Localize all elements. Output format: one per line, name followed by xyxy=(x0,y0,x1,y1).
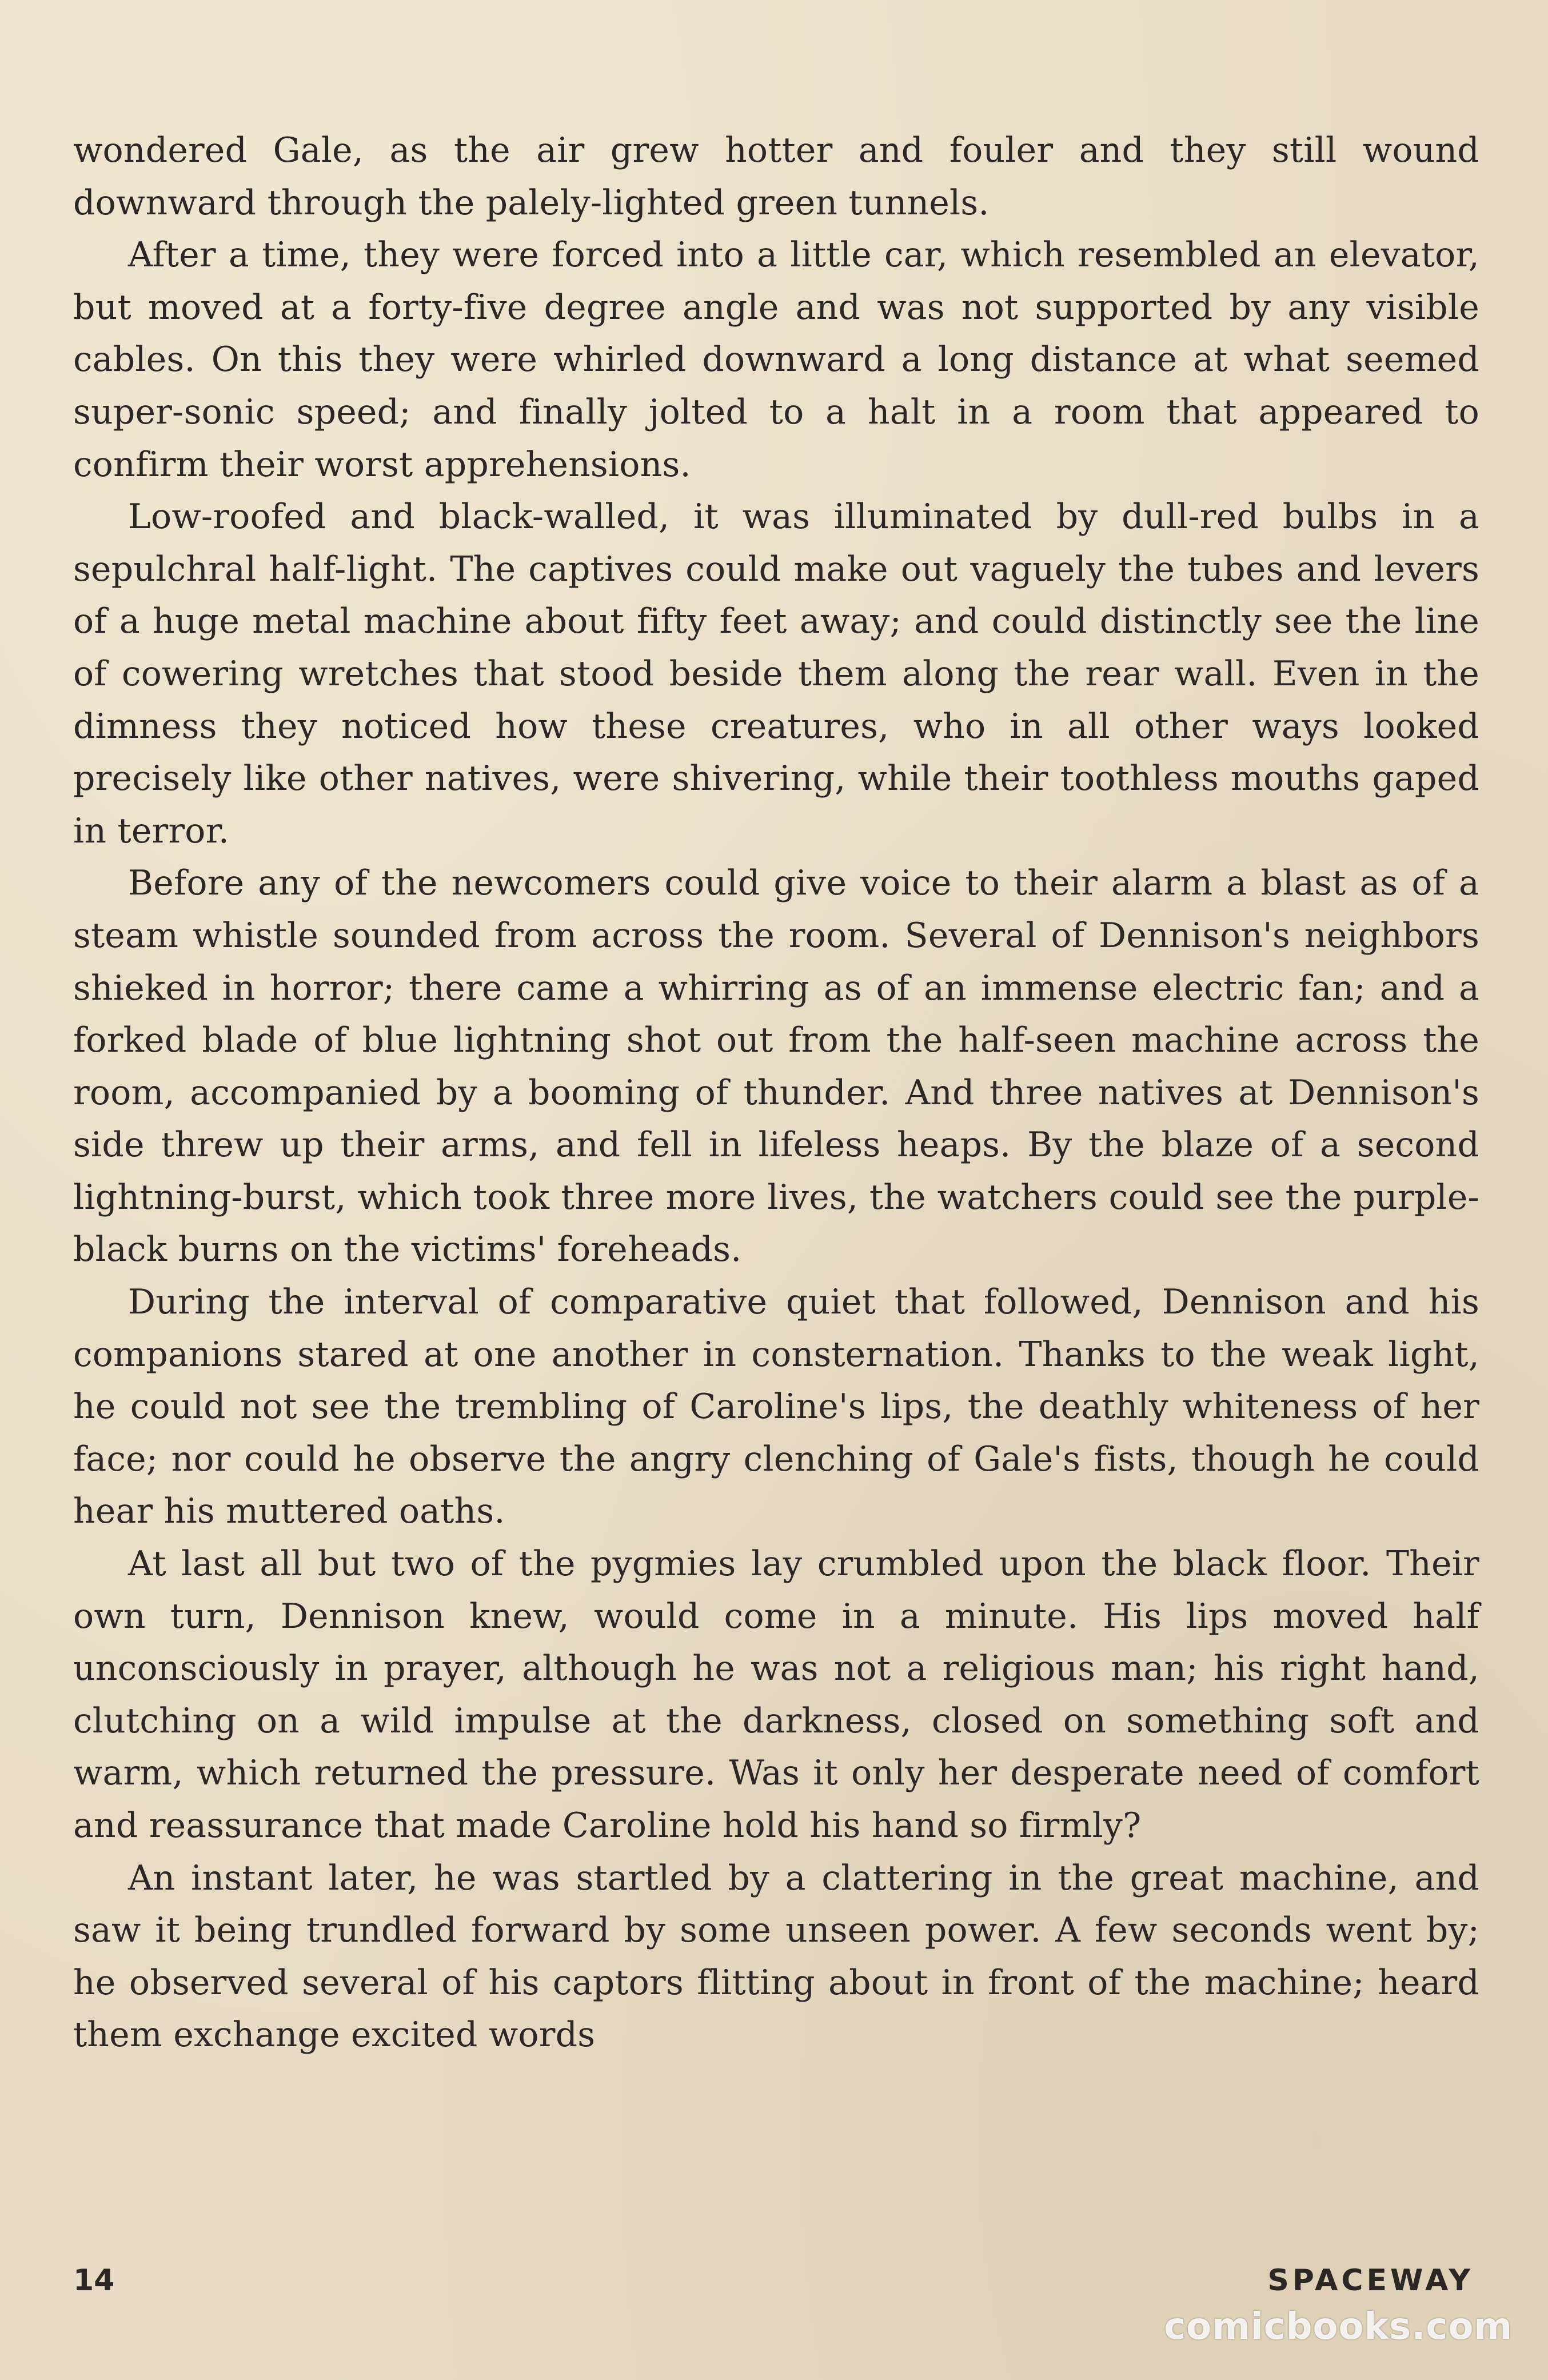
paragraph: Before any of the newcomers could give voice to their alarm a blast as of a steam whistle sounded from across the room. Several of Dennison's neighbors shieked in horror; there came a whirring as of an immense electric fan; and a forked blade of blue lightning shot out from the half-seen machine across the room, accompanied by a booming of thunder. And three natives at Dennison's side threw up their arms, and fell in lifeless heaps. By the blaze of a second lightning-burst, which took three more lives, the watchers could see the purple-black burns on the victims' foreheads. xyxy=(73,863,1479,1270)
paragraph: Low-roofed and black-walled, it was illuminated by dull-red bulbs in a sepulchral half-light. The captives could make out vaguely the tubes and levers of a huge metal machine about fifty feet away; and could distinctly see the line of cowering wretches that stood beside them along the rear wall. Even in the dimness they noticed how these creatures, who in all other ways looked precisely like other natives, were shivering, while their toothless mouths gaped in terror. xyxy=(73,497,1479,851)
paragraph: wondered Gale, as the air grew hotter and fouler and they still wound downward through the palely-lighted green tunnels. xyxy=(73,130,1479,223)
magazine-name: SPACEWAY xyxy=(1267,2263,1474,2298)
watermark: comicbooks.com xyxy=(1164,2306,1513,2348)
story-text xyxy=(73,125,1479,2062)
page-number: 14 xyxy=(73,2263,115,2298)
paragraph: After a time, they were forced into a little car, which resembled an elevator, but moved at a forty-five degree angle and was not supported by any visible cables. On this they were whirled downward a long distance at what seemed super-sonic speed; and finally jolted to a halt in a room that appeared to confirm their worst apprehensions. xyxy=(73,235,1479,485)
paragraph: An instant later, he was startled by a clattering in the great machine, and saw it being trundled forward by some unseen power. A few seconds went by; he observed several of his captors flitting about in front of the machine; heard them exchange excited words xyxy=(73,1858,1479,2055)
paragraph: At last all but two of the pygmies lay crumbled upon the black floor. Their own turn, Dennison knew, would come in a minute. His lips moved half unconsciously in prayer, although he was not a religious man; his right hand, clutching on a wild impulse at the darkness, closed on something soft and warm, which returned the pressure. Was it only her desperate need of comfort and reassurance that made Caroline hold his hand so firmly? xyxy=(73,1544,1479,1846)
paragraph: During the interval of comparative quiet that followed, Dennison and his companions stared at one another in consternation. Thanks to the weak light, he could not see the trembling of Caroline's lips, the deathly whiteness of her face; nor could he observe the angry clenching of Gale's fists, though he could hear his muttered oaths. xyxy=(73,1282,1479,1532)
